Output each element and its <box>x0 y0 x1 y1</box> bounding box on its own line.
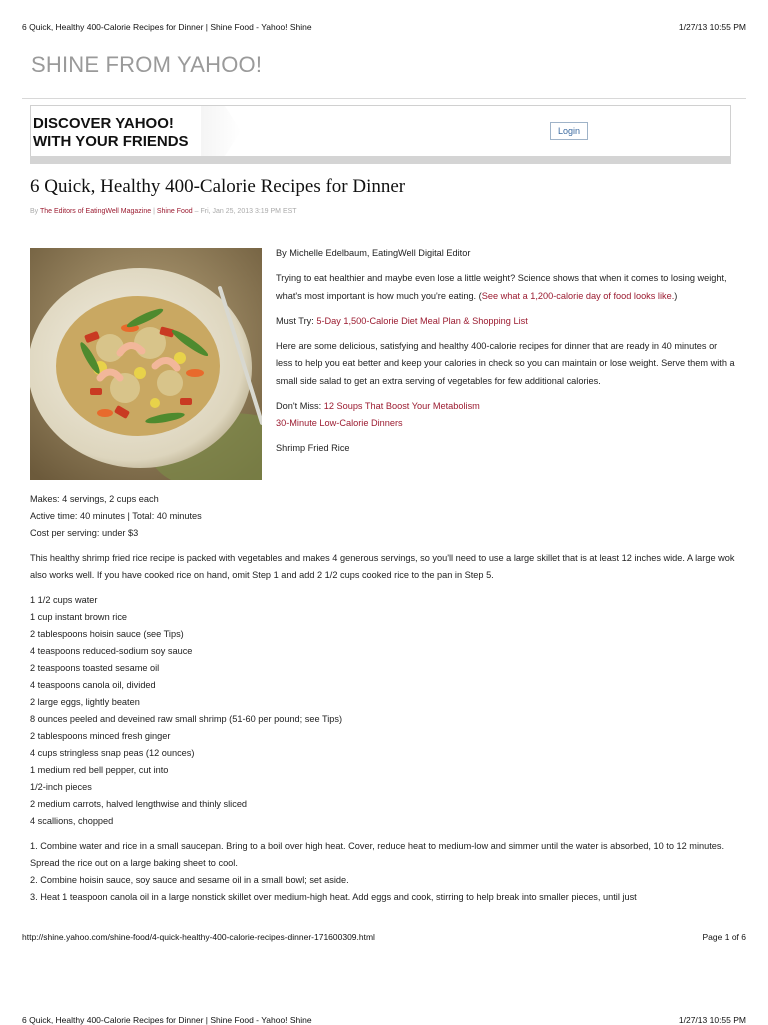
recipe-body <box>30 491 740 906</box>
ingredient-item: 4 teaspoons reduced-sodium soy sauce <box>30 646 193 656</box>
recipe-meta: Active time: 40 minutes | Total: 40 minutes <box>30 511 202 521</box>
intro-text: Trying to eat healthier and maybe even lose a little weight? Science shows that when it comes to losing weight, what's most important is how much you're eating. ( <box>276 273 727 301</box>
ingredient-item: 2 tablespoons hoisin sauce (see Tips) <box>30 629 184 639</box>
login-button[interactable]: Login <box>550 122 588 140</box>
meal-plan-link[interactable]: 5-Day 1,500-Calorie Diet Meal Plan & Shopping List <box>316 315 528 326</box>
intro-column <box>276 245 736 465</box>
recipe-step: 2. Combine hoisin sauce, soy sauce and sesame oil in a small bowl; set aside. <box>30 875 349 885</box>
recipe-name: Shrimp Fried Rice <box>276 443 350 453</box>
ingredient-item: 4 teaspoons canola oil, divided <box>30 680 156 690</box>
page-number: Page 1 of 6 <box>702 932 746 942</box>
site-title[interactable]: SHINE FROM YAHOO! <box>31 52 263 77</box>
recipes-paragraph: Here are some delicious, satisfying and healthy 400-calorie recipes for dinner that are ready in 40 minutes or less to help you eat better and keep your calories in check so you can maintain or lose weight. Serve them with a small side salad to get an extra serving of vegetables for few additional calories. <box>276 340 735 386</box>
next-page-timestamp: 1/27/13 10:55 PM <box>678 1015 746 1025</box>
shrimp-fried-rice-image <box>30 248 262 480</box>
print-timestamp: 1/27/13 10:55 PM <box>678 22 746 32</box>
ingredient-item: 2 large eggs, lightly beaten <box>30 697 140 707</box>
byline <box>30 208 297 215</box>
promo-banner[interactable] <box>30 105 731 157</box>
must-try <box>276 313 736 331</box>
author-line: By Michelle Edelbaum, EatingWell Digital Editor <box>276 248 471 258</box>
nav-bar <box>30 156 731 164</box>
soups-link[interactable]: 12 Soups That Boost Your Metabolism <box>323 400 480 411</box>
promo-chevron-shape <box>201 106 241 156</box>
byline-separator: | <box>151 208 157 215</box>
publish-date: – Fri, Jan 25, 2013 3:19 PM EST <box>192 208 297 215</box>
promo-line-2: WITH YOUR FRIENDS <box>33 133 189 150</box>
print-doc-title: 6 Quick, Healthy 400-Calorie Recipes for Dinner | Shine Food - Yahoo! Shine <box>22 22 312 32</box>
ingredient-item: 8 ounces peeled and deveined raw small shrimp (51-60 per pound; see Tips) <box>30 714 343 724</box>
ingredient-item: 2 teaspoons toasted sesame oil <box>30 663 160 673</box>
section-link[interactable]: Shine Food <box>156 208 193 215</box>
ingredient-item: 2 medium carrots, halved lengthwise and thinly sliced <box>30 799 248 809</box>
recipe-step: 3. Heat 1 teaspoon canola oil in a large nonstick skillet over medium-high heat. Add eggs and cook, stirring to help break into smaller pieces, until just <box>30 892 637 902</box>
promo-text <box>33 115 189 151</box>
header-divider <box>22 98 746 99</box>
promo-line-1: DISCOVER YAHOO! <box>33 115 174 132</box>
next-page-doc-title: 6 Quick, Healthy 400-Calorie Recipes for Dinner | Shine Food - Yahoo! Shine <box>22 1015 312 1025</box>
calorie-day-link[interactable]: See what a 1,200-calorie day of food looks like. <box>481 290 675 301</box>
print-url: http://shine.yahoo.com/shine-food/4-quick-healthy-400-calorie-recipes-dinner-171600309.html <box>22 932 375 942</box>
ingredient-item: 1 medium red bell pepper, cut into <box>30 765 169 775</box>
print-footer <box>22 932 746 942</box>
dont-miss <box>276 398 736 433</box>
recipe-description: This healthy shrimp fried rice recipe is packed with vegetables and makes 4 generous servings, so you'll need to use a large skillet that is at least 12 inches wide. A large wok also works well. If you have cooked rice on hand, omit Step 1 and add 2 1/2 cups cooked rice to the pan in Step 5. <box>30 553 735 580</box>
recipe-steps <box>30 838 740 906</box>
recipe-meta: Makes: 4 servings, 2 cups each <box>30 494 159 504</box>
author-link[interactable]: The Editors of EatingWell Magazine <box>40 208 152 215</box>
ingredient-item: 1 1/2 cups water <box>30 595 98 605</box>
ingredient-item: 4 scallions, chopped <box>30 816 114 826</box>
intro-paragraph <box>276 270 736 305</box>
ingredient-item: 2 tablespoons minced fresh ginger <box>30 731 171 741</box>
dont-miss-label: Don't Miss: <box>276 400 324 411</box>
intro-end: ) <box>674 290 678 301</box>
ingredient-item: 4 cups stringless snap peas (12 ounces) <box>30 748 195 758</box>
must-try-label: Must Try: <box>276 315 317 326</box>
article-title: 6 Quick, Healthy 400-Calorie Recipes for Dinner <box>30 176 406 197</box>
recipe-meta: Cost per serving: under $3 <box>30 528 139 538</box>
print-header <box>22 22 746 32</box>
dinners-link[interactable]: 30-Minute Low-Calorie Dinners <box>276 418 403 428</box>
byline-prefix: By <box>30 208 40 215</box>
recipe-photo <box>30 248 262 480</box>
ingredient-list <box>30 592 740 830</box>
recipe-step: 1. Combine water and rice in a small saucepan. Bring to a boil over high heat. Cover, reduce heat to medium-low and simmer until the water is absorbed, 10 to 12 minutes. Spread the rice out on a large baking sheet to cool. <box>30 841 725 868</box>
ingredient-item: 1/2-inch pieces <box>30 782 92 792</box>
ingredient-item: 1 cup instant brown rice <box>30 612 128 622</box>
